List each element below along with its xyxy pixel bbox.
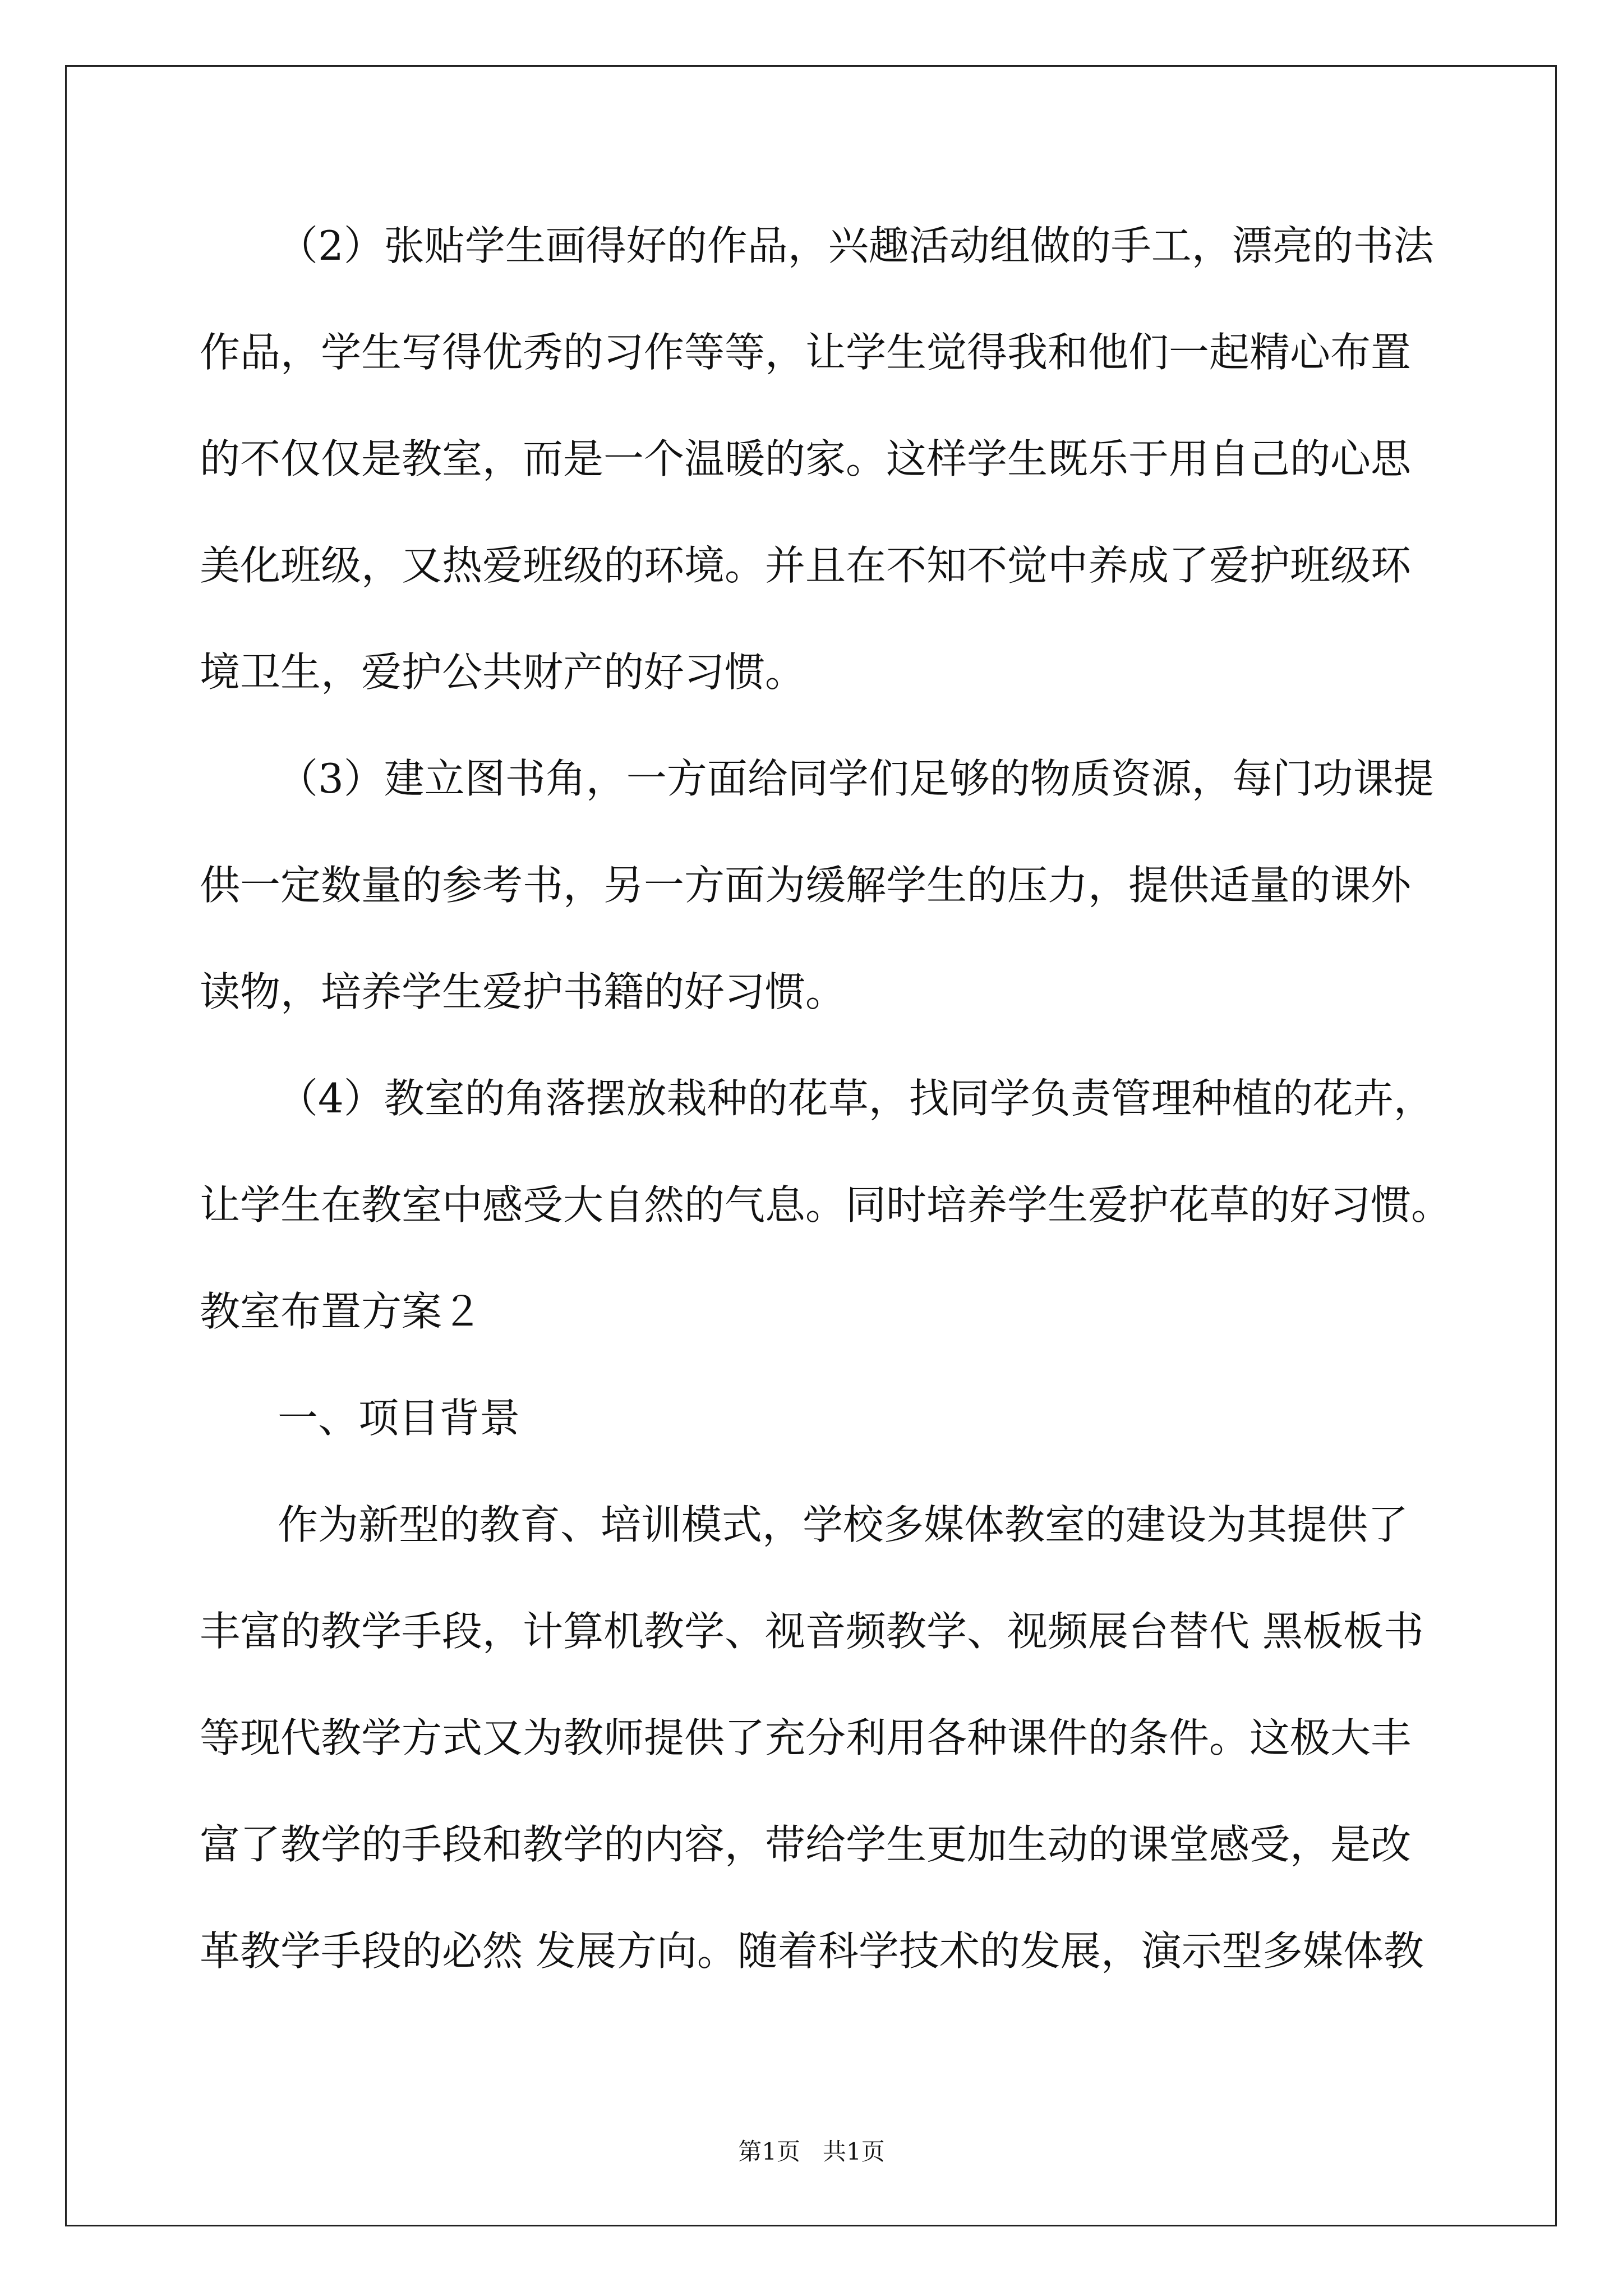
page-number-footer: 第1页 共1页 xyxy=(738,2138,885,2165)
text-line: 富了教学的手段和教学的内容，带给学生更加生动的课堂感受，是改 xyxy=(200,1821,1412,1868)
text-line: 读物，培养学生爱护书籍的好习惯。 xyxy=(200,968,846,1015)
text-line: （3）建立图书角，一方面给同学们足够的物质资源，每门功课提 xyxy=(278,755,1434,802)
section-heading: 教室布置方案２ xyxy=(200,1288,483,1335)
text-line: （2）张贴学生画得好的作品，兴趣活动组做的手工，漂亮的书法 xyxy=(278,222,1434,269)
text-line: 作为新型的教育、培训模式，学校多媒体教室的建设为其提供了 xyxy=(278,1501,1409,1548)
text-line: 革教学手段的必然 发展方向。随着科学技术的发展，演示型多媒体教 xyxy=(200,1927,1424,1975)
text-line: 美化班级，又热爱班级的环境。并且在不知不觉中养成了爱护班级环 xyxy=(200,542,1412,589)
text-line: 境卫生，爱护公共财产的好习惯。 xyxy=(200,648,806,696)
text-line: 丰富的教学手段，计算机教学、视音频教学、视频展台替代 黑板板书 xyxy=(200,1608,1424,1655)
text-line: 的不仅仅是教室，而是一个温暖的家。这样学生既乐于用自己的心思 xyxy=(200,435,1412,482)
text-line: 供一定数量的参考书，另一方面为缓解学生的压力，提供适量的课外 xyxy=(200,862,1412,909)
text-line: 作品，学生写得优秀的习作等等，让学生觉得我和他们一起精心布置 xyxy=(200,329,1412,376)
text-line: （4）教室的角落摆放栽种的花草，找同学负责管理种植的花卉， xyxy=(278,1075,1434,1122)
text-line: 等现代教学方式又为教师提供了充分利用各种课件的条件。这极大丰 xyxy=(200,1714,1412,1761)
subsection-heading: 一、项目背景 xyxy=(278,1395,520,1442)
page-border xyxy=(65,65,1557,2226)
text-line: 让学生在教室中感受大自然的气息。同时培养学生爱护花草的好习惯。 xyxy=(200,1181,1452,1228)
